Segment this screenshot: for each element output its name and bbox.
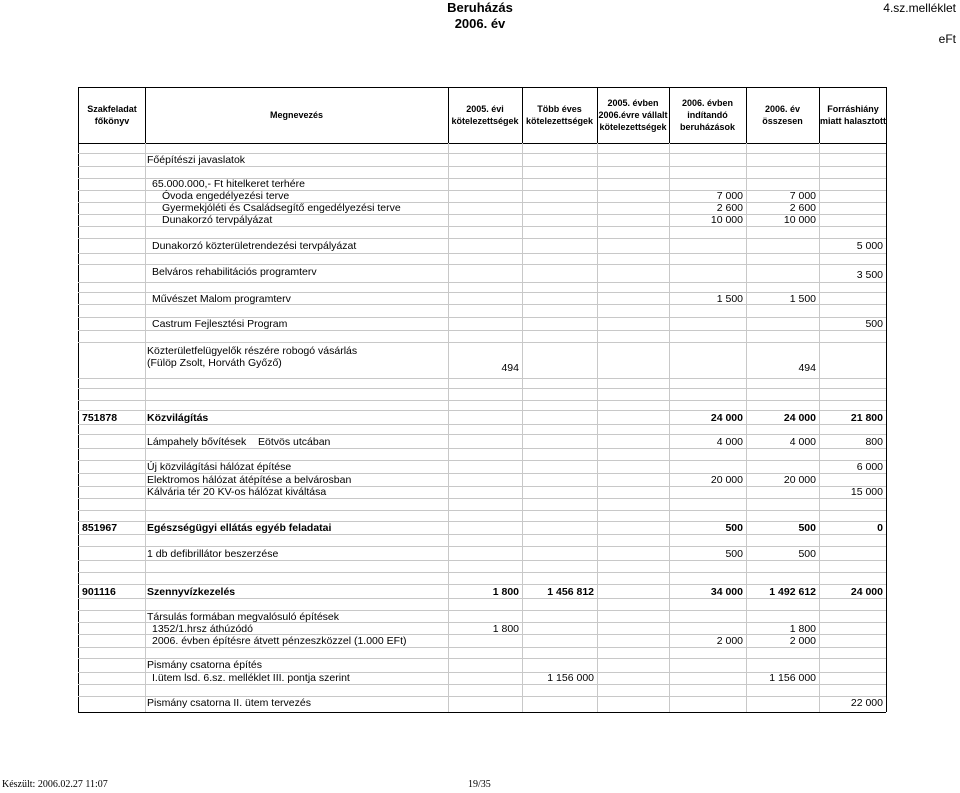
amount-halasztott: 500 xyxy=(865,318,883,330)
row-label: Pismány csatorna II. ütem tervezés xyxy=(147,697,311,709)
row-label: Új közvilágítási hálózat építése xyxy=(147,461,292,473)
amount-inditando: 7 000 xyxy=(716,190,743,202)
amount-osszesen: 500 xyxy=(798,522,816,534)
amount-inditando: 500 xyxy=(725,548,743,560)
row-label-location: Eötvös utcában xyxy=(258,436,331,448)
amount-osszesen: 1 800 xyxy=(789,623,816,635)
amount-inditando: 20 000 xyxy=(710,474,743,486)
row-label: Lámpahely bővítések xyxy=(147,436,247,448)
row-code: 901116 xyxy=(82,586,116,598)
row-label: Főépítészi javaslatok xyxy=(147,154,246,166)
amount-halasztott: 21 800 xyxy=(850,412,883,424)
row-label: Óvoda engedélyezési terve xyxy=(162,190,290,202)
title-line2: 2006. év xyxy=(454,16,506,31)
header-2006-vallalt: 2005. évben 2006.évre vállalt kötelezettségek xyxy=(598,98,668,132)
amount-osszesen: 1 500 xyxy=(789,293,816,305)
header-2005-kotelezettsegek: 2005. évi kötelezettségek xyxy=(451,104,519,126)
header-osszesen: 2006. év összesen xyxy=(762,104,803,126)
row-label: 65.000.000,- Ft hitelkeret terhére xyxy=(152,178,305,190)
row-label: Szennyvízkezelés xyxy=(147,586,236,598)
header-halasztott: Forráshiány miatt halasztott xyxy=(820,104,887,126)
row-label: Egészségügyi ellátás egyéb feladatai xyxy=(147,522,332,534)
amount-osszesen: 494 xyxy=(798,362,816,374)
amount-inditando: 10 000 xyxy=(710,214,743,226)
row-label: I.ütem lsd. 6.sz. melléklet III. pontja szerint xyxy=(152,672,350,684)
row-code: 851967 xyxy=(82,522,118,534)
amount-osszesen: 2 600 xyxy=(789,202,816,214)
amount-tobb-eves: 1 456 812 xyxy=(547,586,594,598)
row-label: Belváros rehabilitációs programterv xyxy=(152,266,317,278)
amount-halasztott: 5 000 xyxy=(856,240,883,252)
row-label: (Fülöp Zsolt, Horváth Győző) xyxy=(147,357,282,369)
row-label: Dunakorzó tervpályázat xyxy=(162,214,273,226)
row-label: Kálvária tér 20 KV-os hálózat kiváltása xyxy=(147,486,327,498)
row-label: Castrum Fejlesztési Program xyxy=(152,318,288,330)
amount-halasztott: 800 xyxy=(865,436,883,448)
amount-halasztott: 24 000 xyxy=(850,586,883,598)
row-label: Közterületfelügyelők részére robogó vásárlás xyxy=(147,345,358,357)
row-label: Elektromos hálózat átépítése a belvárosban xyxy=(147,474,352,486)
header-tobb-eves: Több éves kötelezettségek xyxy=(525,104,594,126)
row-label: Gyermekjóléti és Családsegítő engedélyezési terve xyxy=(162,202,401,214)
amount-osszesen: 20 000 xyxy=(783,474,816,486)
amount-osszesen: 500 xyxy=(798,548,816,560)
row-label: Pismány csatorna építés xyxy=(147,659,262,671)
row-label: 1352/1.hrsz áthúzódó xyxy=(152,623,253,635)
amount-tobb-eves: 1 156 000 xyxy=(547,672,594,684)
amount-osszesen: 1 492 612 xyxy=(769,586,816,598)
unit-label: eFt xyxy=(938,32,956,46)
amount-inditando: 2 600 xyxy=(716,202,743,214)
amount-halasztott: 0 xyxy=(877,522,883,534)
amount-inditando: 1 500 xyxy=(716,293,743,305)
footer-made: Készült: 2006.02.27 11:07 xyxy=(2,779,108,790)
amount-2005-kotelezettsegek: 1 800 xyxy=(492,586,519,598)
row-label: Közvilágítás xyxy=(147,412,209,424)
row-label: 2006. évben építésre átvett pénzeszközzel (1.000 EFt) xyxy=(152,635,407,647)
footer-page-number: 19/35 xyxy=(468,779,491,790)
row-label: Társulás formában megvalósuló építések xyxy=(147,611,340,623)
row-label: Művészet Malom programterv xyxy=(152,293,291,305)
row-code: 751878 xyxy=(82,412,118,424)
amount-osszesen: 1 156 000 xyxy=(769,672,816,684)
amount-inditando: 24 000 xyxy=(710,412,743,424)
amount-osszesen: 4 000 xyxy=(789,436,816,448)
amount-inditando: 4 000 xyxy=(716,436,743,448)
amount-halasztott: 15 000 xyxy=(850,486,883,498)
amount-osszesen: 2 000 xyxy=(789,635,816,647)
amount-inditando: 500 xyxy=(725,522,743,534)
amount-halasztott: 22 000 xyxy=(850,697,883,709)
amount-osszesen: 24 000 xyxy=(783,412,816,424)
row-label: 1 db defibrillátor beszerzése xyxy=(147,548,279,560)
amount-inditando: 2 000 xyxy=(716,635,743,647)
annex-label: 4.sz.melléklet xyxy=(883,1,956,15)
amount-2005-kotelezettsegek: 1 800 xyxy=(492,623,519,635)
amount-inditando: 34 000 xyxy=(710,586,743,598)
title-line1: Beruházás xyxy=(447,0,513,15)
amount-osszesen: 7 000 xyxy=(789,190,816,202)
amount-halasztott: 6 000 xyxy=(856,461,883,473)
header-megnevezes: Megnevezés xyxy=(269,110,324,120)
amount-2005-kotelezettsegek: 494 xyxy=(501,362,519,374)
row-label: Dunakorzó közterületrendezési tervpályázat xyxy=(152,240,357,252)
amount-halasztott: 3 500 xyxy=(856,269,883,281)
amount-osszesen: 10 000 xyxy=(783,214,816,226)
header-inditando: 2006. évben indítandó beruházások xyxy=(679,98,736,132)
header-szakfeladat: Szakfeladat főkönyv xyxy=(87,104,137,126)
